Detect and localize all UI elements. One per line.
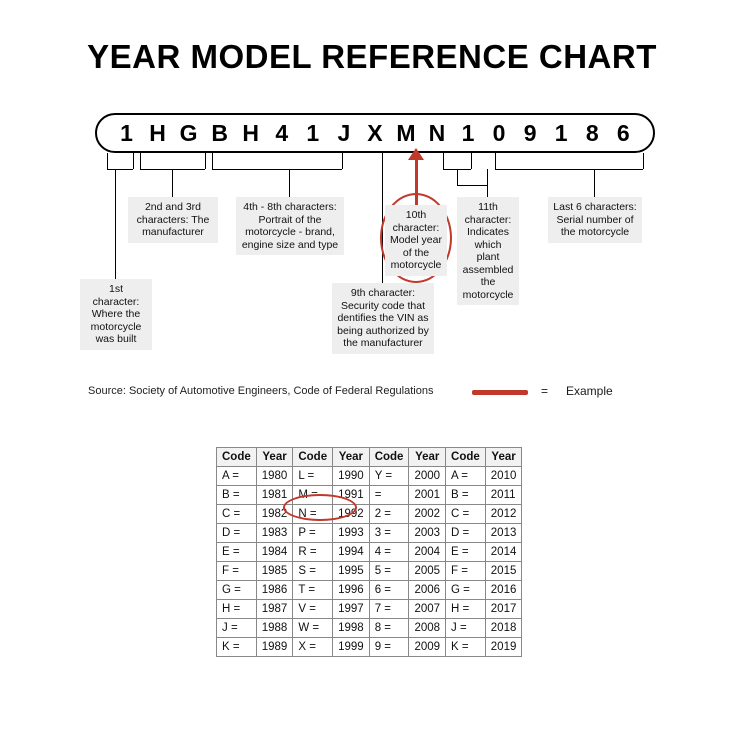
table-cell: 1988	[256, 619, 293, 638]
table-cell: 2008	[409, 619, 446, 638]
leader-line	[471, 153, 472, 169]
note-9th-character: 9th character: Security code that dentifies the VIN as being authorized by the manufacturer	[332, 283, 434, 354]
leader-line	[495, 153, 496, 169]
table-cell-highlighted-code: M =	[293, 486, 333, 505]
leader-line	[107, 153, 108, 169]
leader-line	[140, 153, 141, 169]
table-cell: 1984	[256, 543, 293, 562]
table-cell: Y =	[369, 467, 409, 486]
table-row	[217, 543, 522, 562]
table-cell: 1995	[333, 562, 370, 581]
table-cell: E =	[217, 543, 257, 562]
note-4th-8th-characters: 4th - 8th characters: Portrait of the motorcycle - brand, engine size and type	[236, 197, 344, 255]
table-header-cell: Code	[446, 448, 486, 467]
leader-line	[443, 153, 444, 169]
table-cell: K =	[446, 638, 486, 657]
table-cell: K =	[217, 638, 257, 657]
table-cell: D =	[446, 524, 486, 543]
leader-line	[212, 153, 213, 169]
vin-char: H	[149, 119, 166, 146]
vin-char: B	[211, 119, 228, 146]
table-cell: 1989	[256, 638, 293, 657]
vin-char: 9	[523, 119, 537, 146]
vin-char: G	[179, 119, 198, 146]
vin-char: J	[337, 119, 351, 146]
year-code-table	[216, 447, 522, 657]
table-cell: 7 =	[369, 600, 409, 619]
table-header-cell: Year	[409, 448, 446, 467]
note-last-6-characters: Last 6 characters: Serial number of the motorcycle	[548, 197, 642, 243]
table-cell: 1980	[256, 467, 293, 486]
leader-line	[172, 169, 173, 197]
table-cell: J =	[217, 619, 257, 638]
table-cell: J =	[446, 619, 486, 638]
table-cell: 2001	[409, 486, 446, 505]
table-cell: G =	[446, 581, 486, 600]
table-cell: 1983	[256, 524, 293, 543]
table-cell: 1996	[333, 581, 370, 600]
table-row	[217, 562, 522, 581]
table-cell: 1981	[256, 486, 293, 505]
leader-line	[594, 169, 595, 197]
table-cell: 1993	[333, 524, 370, 543]
table-cell: 1985	[256, 562, 293, 581]
table-cell: 2016	[485, 581, 522, 600]
table-header-cell: Code	[369, 448, 409, 467]
table-cell: H =	[217, 600, 257, 619]
table-cell: X =	[293, 638, 333, 657]
table-cell: F =	[446, 562, 486, 581]
table-cell: 2007	[409, 600, 446, 619]
vin-char: 1	[461, 119, 475, 146]
leader-line	[107, 169, 133, 170]
table-cell: H =	[446, 600, 486, 619]
leader-line	[115, 169, 116, 279]
vin-char-model-year: M	[396, 119, 416, 146]
table-cell: 1997	[333, 600, 370, 619]
table-cell: T =	[293, 581, 333, 600]
leader-line	[212, 169, 342, 170]
table-header-cell: Year	[485, 448, 522, 467]
table-cell: 1994	[333, 543, 370, 562]
table-cell: A =	[217, 467, 257, 486]
vin-number-capsule	[95, 113, 655, 153]
table-cell: C =	[217, 505, 257, 524]
leader-line	[205, 153, 206, 169]
table-header-cell: Year	[256, 448, 293, 467]
table-cell: 2011	[485, 486, 522, 505]
table-row	[217, 505, 522, 524]
legend-example-bar	[472, 390, 528, 395]
leader-line	[289, 169, 290, 197]
leader-line	[495, 169, 643, 170]
table-cell: 1982	[256, 505, 293, 524]
table-cell: 2005	[409, 562, 446, 581]
table-row	[217, 524, 522, 543]
leader-line	[133, 153, 134, 169]
year-code-table-wrapper	[216, 447, 522, 657]
table-cell: 1987	[256, 600, 293, 619]
legend-equals: =	[541, 384, 549, 398]
table-cell: D =	[217, 524, 257, 543]
table-header-row	[217, 448, 522, 467]
vin-char: 6	[616, 119, 630, 146]
legend-label: Example	[566, 384, 613, 398]
table-cell: 2010	[485, 467, 522, 486]
table-cell: W =	[293, 619, 333, 638]
table-cell: 3 =	[369, 524, 409, 543]
table-cell: P =	[293, 524, 333, 543]
table-cell: V =	[293, 600, 333, 619]
vin-char: 0	[492, 119, 506, 146]
leader-line	[457, 185, 487, 186]
table-cell-highlighted-year: 1991	[333, 486, 370, 505]
table-cell: 2014	[485, 543, 522, 562]
table-cell: 2 =	[369, 505, 409, 524]
table-cell: 1998	[333, 619, 370, 638]
table-cell: 2015	[485, 562, 522, 581]
example-arrow-head	[408, 148, 424, 160]
leader-line	[342, 153, 343, 169]
table-cell: F =	[217, 562, 257, 581]
note-1st-character: 1st character: Where the motorcycle was built	[80, 279, 152, 350]
leader-line	[643, 153, 644, 169]
table-cell: 2012	[485, 505, 522, 524]
table-cell: 2019	[485, 638, 522, 657]
table-header-cell: Code	[217, 448, 257, 467]
vin-char: X	[367, 119, 383, 146]
table-cell: 2017	[485, 600, 522, 619]
table-cell: 5 =	[369, 562, 409, 581]
table-header-cell: Year	[333, 448, 370, 467]
table-cell: 9 =	[369, 638, 409, 657]
table-row	[217, 619, 522, 638]
table-cell: 8 =	[369, 619, 409, 638]
vin-char: N	[428, 119, 446, 146]
table-cell: 4 =	[369, 543, 409, 562]
table-cell: =	[369, 486, 409, 505]
table-cell: B =	[217, 486, 257, 505]
table-cell: N =	[293, 505, 333, 524]
table-header-cell: Code	[293, 448, 333, 467]
table-cell: B =	[446, 486, 486, 505]
note-11th-character: 11th character: Indicates which plant assembled the motorcycle	[457, 197, 519, 305]
table-row	[217, 581, 522, 600]
table-row	[217, 638, 522, 657]
table-cell: 1999	[333, 638, 370, 657]
table-cell: 2002	[409, 505, 446, 524]
table-cell: E =	[446, 543, 486, 562]
table-cell: G =	[217, 581, 257, 600]
leader-line	[487, 169, 488, 197]
vin-char: H	[242, 119, 260, 146]
table-row	[217, 486, 522, 505]
table-cell: 1986	[256, 581, 293, 600]
leader-line	[457, 169, 458, 185]
table-row	[217, 600, 522, 619]
table-cell: 2000	[409, 467, 446, 486]
source-text: Source: Society of Automotive Engineers, Code of Federal Regulations	[88, 385, 434, 397]
table-cell: A =	[446, 467, 486, 486]
table-cell: 2013	[485, 524, 522, 543]
vin-char: 8	[585, 119, 599, 146]
table-cell: 6 =	[369, 581, 409, 600]
vin-char: 1	[306, 119, 320, 146]
vin-char: 1	[120, 119, 133, 146]
table-cell: 1990	[333, 467, 370, 486]
vin-char: 1	[554, 119, 568, 146]
note-2nd-3rd-characters: 2nd and 3rd characters: The manufacturer	[128, 197, 218, 243]
table-cell: 2009	[409, 638, 446, 657]
page-title: YEAR MODEL REFERENCE CHART	[87, 38, 657, 75]
table-cell: R =	[293, 543, 333, 562]
table-cell: 2003	[409, 524, 446, 543]
table-cell: 2018	[485, 619, 522, 638]
table-cell: 1992	[333, 505, 370, 524]
table-cell: C =	[446, 505, 486, 524]
table-cell: 2006	[409, 581, 446, 600]
table-row	[217, 467, 522, 486]
table-cell: S =	[293, 562, 333, 581]
note-10th-character: 10th character: Model year of the motorcycle	[385, 205, 447, 276]
table-cell: 2004	[409, 543, 446, 562]
vin-char: 4	[275, 119, 289, 146]
table-cell: L =	[293, 467, 333, 486]
